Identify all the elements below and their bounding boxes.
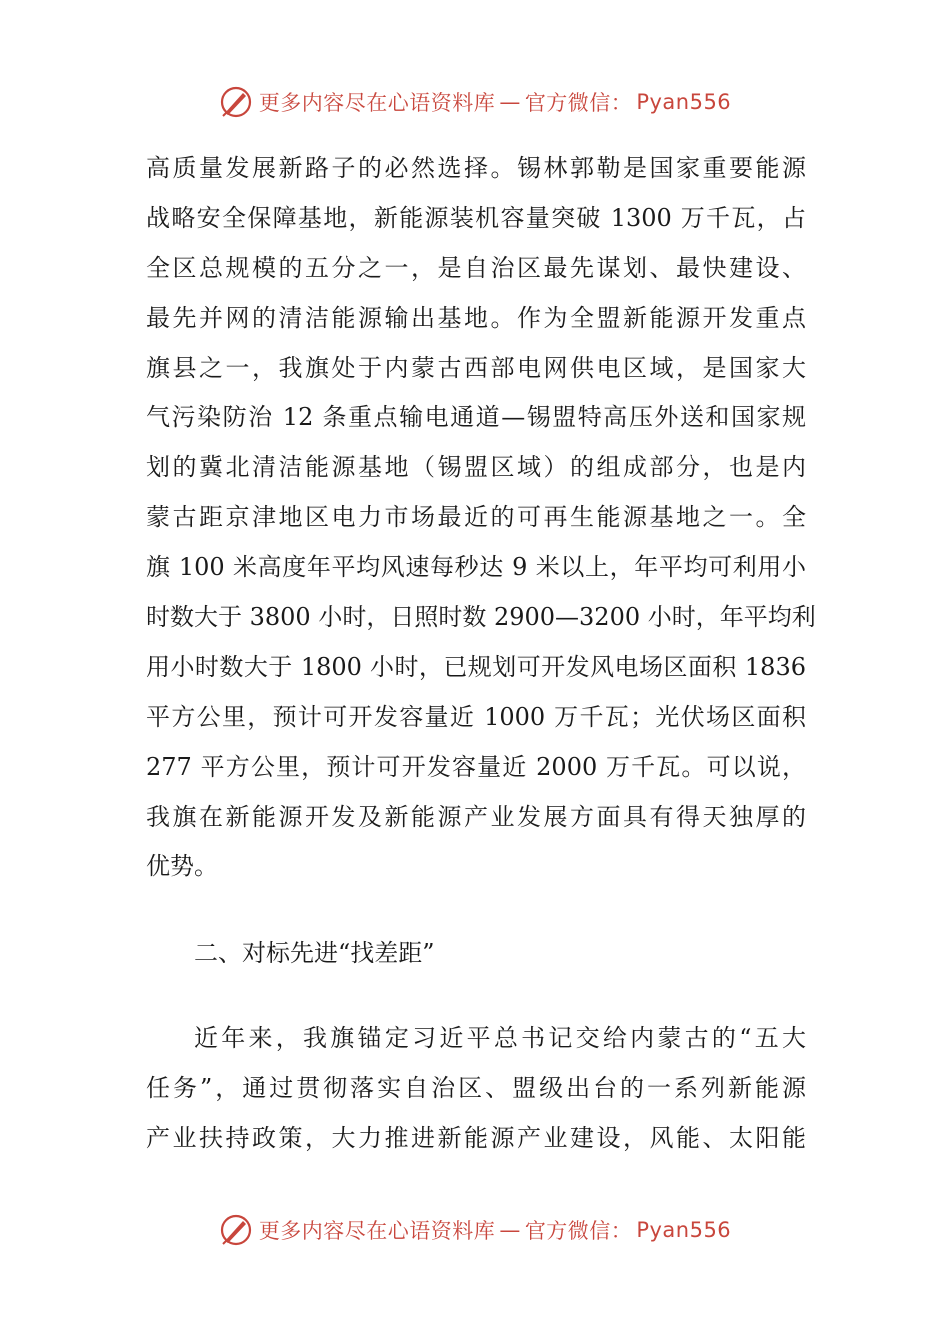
paragraph-line: 高质量发展新路子的必然选择。锡林郭勒是国家重要能源: [146, 154, 806, 182]
paragraph-line: 产业扶持政策，大力推进新能源产业建设，风能、太阳能: [146, 1123, 806, 1152]
paragraph-line: 用小时数大于 1800 小时，已规划可开发风电场区面积 1836: [146, 652, 806, 681]
paragraph-line: 任务”，通过贯彻落实自治区、盟级出台的一系列新能源: [146, 1073, 806, 1102]
pen-logo-icon: [219, 1213, 253, 1247]
watermark-wechat-id: Pyan556: [636, 90, 732, 114]
watermark-footer: [0, 1210, 950, 1250]
paragraph-line: 蒙古距京津地区电力市场最近的可再生能源基地之一。全: [146, 503, 806, 532]
paragraph-line: 全区总规模的五分之一，是自治区最先谋划、最快建设、: [146, 253, 806, 282]
paragraph-line: 平方公里，预计可开发容量近 1000 万千瓦；光伏场区面积: [146, 702, 806, 731]
paragraph-line: 旗县之一，我旗处于内蒙古西部电网供电区域，是国家大: [146, 353, 806, 382]
paragraph-line: 气污染防治 12 条重点输电通道—锡盟特高压外送和国家规: [146, 403, 806, 432]
section-heading: 二、对标先进“找差距”: [194, 939, 435, 967]
pen-logo-icon: [219, 85, 253, 119]
paragraph-2: [146, 1014, 806, 1164]
paragraph-line: 277 平方公里，预计可开发容量近 2000 万千瓦。可以说，: [146, 752, 806, 781]
watermark-wechat-label: 官方微信：: [524, 1219, 633, 1243]
watermark-wechat-label: 官方微信：: [524, 91, 633, 115]
paragraph-line: 战略安全保障基地，新能源装机容量突破 1300 万千瓦，占: [146, 203, 806, 232]
watermark-header: [0, 82, 950, 122]
watermark-wechat-id: Pyan556: [636, 1218, 732, 1242]
paragraph-line: 最先并网的清洁能源输出基地。作为全盟新能源开发重点: [146, 303, 806, 332]
paragraph-line: 近年来，我旗锚定习近平总书记交给内蒙古的“五大: [194, 1024, 806, 1052]
paragraph-line: 我旗在新能源开发及新能源产业发展方面具有得天独厚的: [146, 802, 806, 831]
paragraph-line: 旗 100 米高度年平均风速每秒达 9 米以上，年平均可利用小: [146, 553, 806, 582]
watermark-separator: —: [499, 1218, 521, 1242]
paragraph-line: 划的冀北清洁能源基地（锡盟区域）的组成部分，也是内: [146, 453, 806, 482]
paragraph-line: 优势。: [146, 852, 218, 881]
watermark-library-text: 更多内容尽在心语资料库: [258, 1219, 496, 1243]
watermark-separator: —: [499, 90, 521, 114]
watermark-library-text: 更多内容尽在心语资料库: [258, 91, 496, 115]
paragraph-1: [146, 144, 816, 892]
paragraph-line: 时数大于 3800 小时，日照时数 2900—3200 小时，年平均利: [146, 603, 816, 632]
